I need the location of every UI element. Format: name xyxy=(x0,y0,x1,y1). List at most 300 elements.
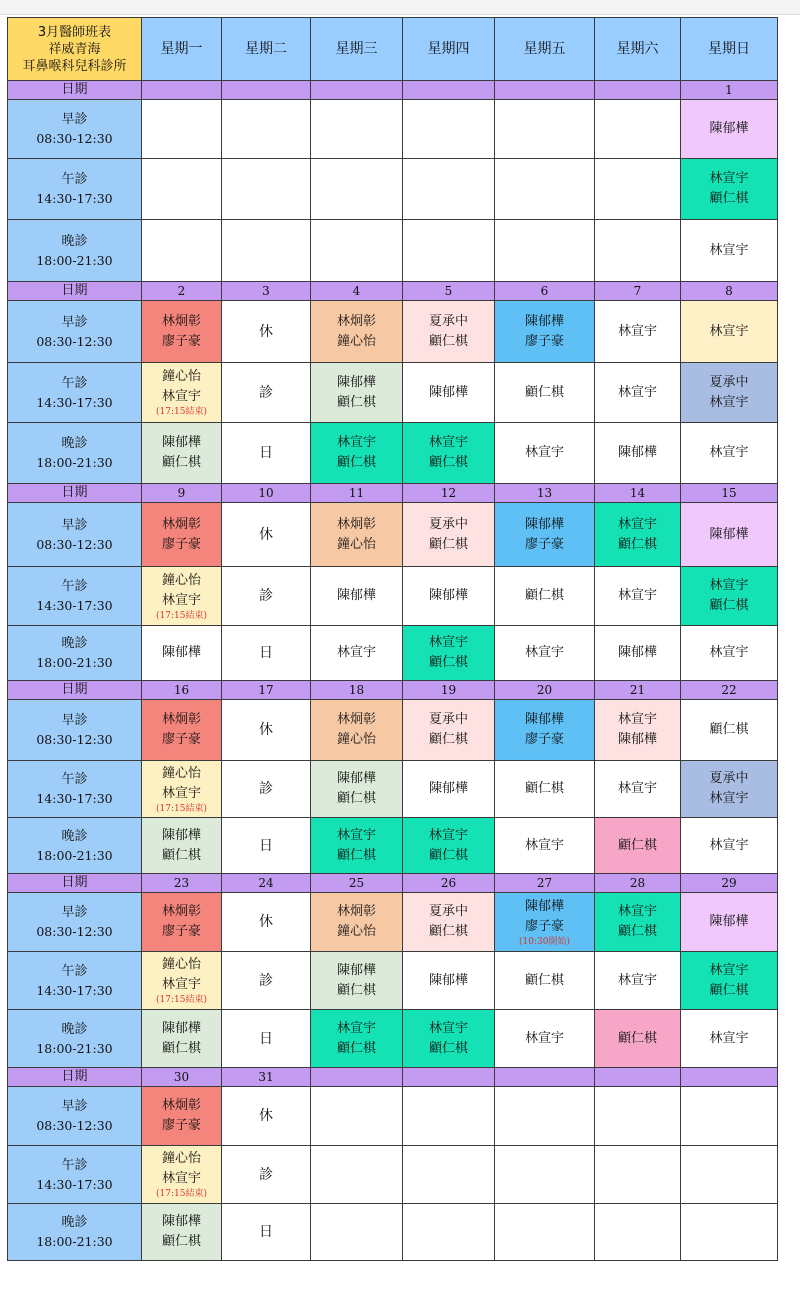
shift-time: 14:30-17:30 xyxy=(36,394,113,410)
schedule-cell xyxy=(311,818,403,874)
closed-cell: 休 xyxy=(222,301,311,363)
doctor-name: 鐘心怡 xyxy=(161,957,201,972)
doctor-name: 顧仁棋 xyxy=(428,924,468,939)
empty-cell xyxy=(142,100,222,159)
doctor-name: 顧仁棋 xyxy=(161,847,201,863)
doctor-name: 顧仁棋 xyxy=(617,536,657,552)
schedule-cell xyxy=(595,893,681,952)
schedule-cell xyxy=(311,626,403,681)
shift-row-pm xyxy=(8,1146,778,1204)
shift-time: 14:30-17:30 xyxy=(36,982,113,998)
shift-name: 晚診 xyxy=(61,636,88,651)
date-row xyxy=(8,681,778,700)
shift-name: 午診 xyxy=(61,579,88,594)
shift-row-am xyxy=(8,301,778,363)
shift-time: 18:00-21:30 xyxy=(36,455,113,470)
doctor-name: 鐘心怡 xyxy=(161,572,201,588)
empty-cell xyxy=(495,1146,595,1204)
doctor-name: 林宣宇 xyxy=(617,323,657,339)
doctor-name: 陳郁樺 xyxy=(161,645,201,660)
doctor-name: 林宣宇 xyxy=(161,1171,201,1186)
shift-label xyxy=(8,363,142,423)
schedule-cell xyxy=(495,626,595,681)
doctor-name: 林宣宇 xyxy=(161,389,201,404)
schedule-cell xyxy=(403,301,495,363)
schedule-cell xyxy=(311,423,403,484)
shift-name: 午診 xyxy=(61,1157,88,1173)
doctor-name: 陳郁樺 xyxy=(709,121,749,136)
schedule-cell xyxy=(403,952,495,1010)
schedule-cell xyxy=(595,626,681,681)
doctor-name: 林宣宇 xyxy=(336,1020,376,1036)
doctor-name: 林宣宇 xyxy=(336,645,376,660)
doctor-name: 林炯彰 xyxy=(336,712,376,727)
date-row xyxy=(8,282,778,301)
doctor-name: 林宣宇 xyxy=(524,1030,564,1046)
schedule-cell xyxy=(495,363,595,423)
shift-time: 08:30-12:30 xyxy=(36,1118,113,1133)
shift-name: 晚診 xyxy=(61,233,88,249)
schedule-cell xyxy=(681,567,778,626)
doctor-name: 林宣宇 xyxy=(617,972,657,988)
doctor-name: 陳郁樺 xyxy=(428,384,468,400)
doctor-name: 顧仁棋 xyxy=(428,455,468,470)
closed-cell: 休 xyxy=(222,700,311,761)
shift-label xyxy=(8,700,142,761)
empty-cell xyxy=(222,220,311,282)
closed-cell: 診 xyxy=(222,761,311,818)
doctor-name: 顧仁棋 xyxy=(524,972,564,988)
shift-note: (17:15結束) xyxy=(156,407,207,417)
day-header: 星期三 xyxy=(311,18,403,81)
shift-name: 早診 xyxy=(61,1099,88,1114)
doctor-name: 林宣宇 xyxy=(709,323,749,339)
shift-row-ev xyxy=(8,818,778,874)
shift-name: 午診 xyxy=(61,963,88,979)
doctor-name: 林宣宇 xyxy=(336,827,376,843)
doctor-name: 林宣宇 xyxy=(709,962,749,978)
doctor-name: 夏承中 xyxy=(428,313,468,329)
shift-note: (17:15結束) xyxy=(156,995,207,1005)
doctor-name: 陳郁樺 xyxy=(428,588,468,603)
doctor-name: 林炯彰 xyxy=(336,516,376,532)
schedule-cell xyxy=(595,423,681,484)
date-cell xyxy=(595,1068,681,1087)
empty-cell xyxy=(222,100,311,159)
schedule-cell xyxy=(595,503,681,567)
doctor-name: 顧仁棋 xyxy=(617,924,657,939)
shift-time: 14:30-17:30 xyxy=(36,1176,113,1192)
schedule-cell xyxy=(595,567,681,626)
date-label: 日期 xyxy=(8,81,142,100)
shift-name: 晚診 xyxy=(61,828,88,844)
empty-cell xyxy=(495,1087,595,1146)
schedule-cell xyxy=(142,1146,222,1204)
shift-label xyxy=(8,567,142,626)
schedule-cell xyxy=(595,700,681,761)
date-row xyxy=(8,484,778,503)
doctor-name: 林宣宇 xyxy=(709,837,749,853)
schedule-cell xyxy=(403,893,495,952)
date-cell: 27 xyxy=(495,874,595,893)
shift-label xyxy=(8,1010,142,1068)
empty-cell xyxy=(142,159,222,220)
empty-cell xyxy=(403,159,495,220)
doctor-name: 廖子豪 xyxy=(161,924,201,939)
date-cell: 11 xyxy=(311,484,403,503)
doctor-name: 林炯彰 xyxy=(161,712,201,727)
doctor-name: 林宣宇 xyxy=(428,827,468,843)
shift-label xyxy=(8,1087,142,1146)
shift-row-ev xyxy=(8,1010,778,1068)
doctor-name: 顧仁棋 xyxy=(428,847,468,863)
empty-cell xyxy=(595,1087,681,1146)
doctor-name: 顧仁棋 xyxy=(709,722,749,737)
doctor-name: 夏承中 xyxy=(709,771,749,786)
shift-time: 08:30-12:30 xyxy=(36,333,113,349)
empty-cell xyxy=(311,159,403,220)
doctor-name: 林炯彰 xyxy=(161,516,201,532)
doctor-name: 顧仁棋 xyxy=(524,384,564,400)
empty-cell xyxy=(311,1146,403,1204)
schedule-cell xyxy=(595,1010,681,1068)
empty-cell xyxy=(495,159,595,220)
doctor-name: 廖子豪 xyxy=(161,732,201,747)
empty-cell xyxy=(681,1087,778,1146)
schedule-cell xyxy=(681,301,778,363)
date-cell: 30 xyxy=(142,1068,222,1087)
closed-cell: 休 xyxy=(222,893,311,952)
doctor-name: 陳郁樺 xyxy=(709,914,749,929)
doctor-name: 廖子豪 xyxy=(161,1118,201,1133)
date-cell: 26 xyxy=(403,874,495,893)
shift-label xyxy=(8,301,142,363)
doctor-name: 顧仁棋 xyxy=(161,455,201,470)
date-cell: 4 xyxy=(311,282,403,301)
shift-time: 08:30-12:30 xyxy=(36,131,113,146)
doctor-name: 顧仁棋 xyxy=(524,588,564,603)
doctor-name: 廖子豪 xyxy=(524,536,564,552)
schedule-cell xyxy=(595,952,681,1010)
date-cell: 2 xyxy=(142,282,222,301)
doctor-name: 林炯彰 xyxy=(336,904,376,919)
date-cell: 1 xyxy=(681,81,778,100)
empty-cell xyxy=(403,1146,495,1204)
doctor-name: 林炯彰 xyxy=(161,1098,201,1113)
date-label: 日期 xyxy=(8,1068,142,1087)
shift-name: 早診 xyxy=(61,517,88,533)
title-line: 3月醫師班表 xyxy=(37,24,112,40)
date-cell: 25 xyxy=(311,874,403,893)
day-header: 星期六 xyxy=(595,18,681,81)
day-header: 星期二 xyxy=(222,18,311,81)
date-cell xyxy=(403,1068,495,1087)
empty-cell xyxy=(595,159,681,220)
shift-name: 晚診 xyxy=(61,436,88,451)
doctor-name: 林宣宇 xyxy=(617,384,657,400)
date-cell: 18 xyxy=(311,681,403,700)
doctor-name: 林宣宇 xyxy=(709,578,749,593)
shift-note: (10:30開始) xyxy=(519,936,570,947)
schedule-cell xyxy=(595,818,681,874)
doctor-name: 林宣宇 xyxy=(709,1030,749,1046)
date-cell: 6 xyxy=(495,282,595,301)
doctor-name: 林宣宇 xyxy=(524,837,564,853)
schedule-cell xyxy=(681,761,778,818)
schedule-cell xyxy=(681,1010,778,1068)
shift-row-ev xyxy=(8,1204,778,1261)
schedule-cell xyxy=(142,301,222,363)
shift-name: 晚診 xyxy=(61,1021,88,1037)
date-row xyxy=(8,874,778,893)
shift-label xyxy=(8,100,142,159)
doctor-name: 夏承中 xyxy=(709,374,749,390)
doctor-name: 夏承中 xyxy=(428,516,468,532)
empty-cell xyxy=(311,1087,403,1146)
doctor-name: 林宣宇 xyxy=(161,592,201,608)
doctor-name: 顧仁棋 xyxy=(428,655,468,670)
empty-cell xyxy=(595,220,681,282)
doctor-name: 顧仁棋 xyxy=(617,1030,657,1046)
doctor-name: 顧仁棋 xyxy=(336,982,376,998)
empty-cell xyxy=(495,100,595,159)
date-cell: 17 xyxy=(222,681,311,700)
doctor-name: 顧仁棋 xyxy=(428,1040,468,1056)
shift-note: (17:15結束) xyxy=(156,1189,207,1199)
day-header: 星期日 xyxy=(681,18,778,81)
doctor-name: 林宣宇 xyxy=(709,791,749,806)
schedule-cell xyxy=(142,893,222,952)
shift-label xyxy=(8,761,142,818)
doctor-name: 林炯彰 xyxy=(336,313,376,329)
closed-cell: 日 xyxy=(222,626,311,681)
date-cell xyxy=(595,81,681,100)
title-line: 耳鼻喉科兒科診所 xyxy=(22,58,127,74)
day-header: 星期四 xyxy=(403,18,495,81)
schedule-cell xyxy=(311,893,403,952)
doctor-name: 廖子豪 xyxy=(161,536,201,552)
shift-row-am xyxy=(8,1087,778,1146)
title-line: 祥威青海 xyxy=(48,41,101,57)
doctor-name: 鐘心怡 xyxy=(161,765,201,781)
doctor-name: 顧仁棋 xyxy=(336,455,376,470)
doctor-name: 顧仁棋 xyxy=(336,1040,376,1056)
schedule-cell xyxy=(403,503,495,567)
doctor-name: 陳郁樺 xyxy=(428,972,468,988)
doctor-name: 陳郁樺 xyxy=(161,827,201,843)
schedule-cell xyxy=(311,952,403,1010)
date-label: 日期 xyxy=(8,282,142,301)
shift-time: 14:30-17:30 xyxy=(36,791,113,806)
schedule-table xyxy=(7,17,778,1261)
empty-cell xyxy=(495,1204,595,1261)
shift-name: 午診 xyxy=(61,772,88,787)
doctor-name: 陳郁樺 xyxy=(336,771,376,786)
doctor-name: 陳郁樺 xyxy=(524,898,564,914)
schedule-cell xyxy=(311,1010,403,1068)
date-row xyxy=(8,1068,778,1087)
doctor-name: 顧仁棋 xyxy=(161,1234,201,1249)
doctor-name: 林宣宇 xyxy=(161,977,201,992)
doctor-name: 陳郁樺 xyxy=(336,962,376,978)
date-cell: 23 xyxy=(142,874,222,893)
date-cell xyxy=(311,81,403,100)
shift-time: 18:00-21:30 xyxy=(36,655,113,670)
doctor-name: 鐘心怡 xyxy=(161,369,201,384)
empty-cell xyxy=(403,100,495,159)
schedule-cell xyxy=(311,700,403,761)
doctor-name: 顧仁棋 xyxy=(709,191,749,206)
schedule-cell xyxy=(142,761,222,818)
shift-label xyxy=(8,159,142,220)
date-cell xyxy=(403,81,495,100)
empty-cell xyxy=(311,100,403,159)
shift-row-am xyxy=(8,503,778,567)
shift-label xyxy=(8,503,142,567)
day-header: 星期五 xyxy=(495,18,595,81)
doctor-name: 顧仁棋 xyxy=(709,598,749,613)
schedule-cell xyxy=(495,818,595,874)
doctor-name: 林宣宇 xyxy=(617,516,657,532)
shift-name: 早診 xyxy=(61,112,88,127)
doctor-name: 陳郁樺 xyxy=(161,435,201,450)
date-cell xyxy=(222,81,311,100)
date-cell: 21 xyxy=(595,681,681,700)
doctor-name: 陳郁樺 xyxy=(524,313,564,329)
date-label: 日期 xyxy=(8,874,142,893)
empty-cell xyxy=(595,100,681,159)
date-row xyxy=(8,81,778,100)
doctor-name: 顧仁棋 xyxy=(336,791,376,806)
schedule-cell xyxy=(681,100,778,159)
doctor-name: 鐘心怡 xyxy=(336,732,376,747)
doctor-name: 陳郁樺 xyxy=(617,645,657,660)
doctor-name: 陳郁樺 xyxy=(336,588,376,603)
shift-row-pm xyxy=(8,952,778,1010)
schedule-cell xyxy=(142,1087,222,1146)
doctor-name: 陳郁樺 xyxy=(161,1214,201,1229)
schedule-body xyxy=(8,81,778,1261)
date-cell: 12 xyxy=(403,484,495,503)
doctor-name: 鐘心怡 xyxy=(336,333,376,349)
closed-cell: 休 xyxy=(222,503,311,567)
doctor-name: 顧仁棋 xyxy=(428,536,468,552)
schedule-cell xyxy=(403,567,495,626)
shift-row-pm xyxy=(8,567,778,626)
date-cell xyxy=(495,1068,595,1087)
schedule-cell xyxy=(403,700,495,761)
schedule-cell xyxy=(495,423,595,484)
schedule-cell xyxy=(495,700,595,761)
doctor-name: 林宣宇 xyxy=(709,242,749,258)
shift-time: 08:30-12:30 xyxy=(36,536,113,552)
empty-cell xyxy=(222,159,311,220)
date-cell: 20 xyxy=(495,681,595,700)
schedule-cell xyxy=(681,818,778,874)
schedule-cell xyxy=(311,761,403,818)
date-cell: 9 xyxy=(142,484,222,503)
doctor-name: 鐘心怡 xyxy=(336,924,376,939)
day-header: 星期一 xyxy=(142,18,222,81)
doctor-name: 林宣宇 xyxy=(709,171,749,186)
doctor-name: 林宣宇 xyxy=(428,435,468,450)
date-cell: 5 xyxy=(403,282,495,301)
schedule-cell xyxy=(595,363,681,423)
doctor-name: 顧仁棋 xyxy=(336,847,376,863)
doctor-name: 夏承中 xyxy=(428,712,468,727)
date-cell: 10 xyxy=(222,484,311,503)
date-cell: 31 xyxy=(222,1068,311,1087)
schedule-cell xyxy=(495,1010,595,1068)
schedule-cell xyxy=(403,1010,495,1068)
date-cell: 19 xyxy=(403,681,495,700)
doctor-name: 陳郁樺 xyxy=(524,712,564,727)
shift-name: 早診 xyxy=(61,905,88,920)
schedule-cell xyxy=(681,626,778,681)
shift-name: 晚診 xyxy=(61,1215,88,1230)
doctor-name: 顧仁棋 xyxy=(161,1040,201,1056)
empty-cell xyxy=(403,220,495,282)
closed-cell: 日 xyxy=(222,1204,311,1261)
schedule-cell xyxy=(681,503,778,567)
schedule-cell xyxy=(495,301,595,363)
schedule-cell xyxy=(403,761,495,818)
date-cell: 24 xyxy=(222,874,311,893)
schedule-cell xyxy=(142,1204,222,1261)
doctor-name: 鐘心怡 xyxy=(161,1151,201,1166)
doctor-name: 鐘心怡 xyxy=(336,536,376,552)
schedule-cell xyxy=(495,761,595,818)
schedule-cell xyxy=(681,700,778,761)
shift-row-am xyxy=(8,893,778,952)
doctor-name: 林宣宇 xyxy=(617,712,657,727)
shift-name: 早診 xyxy=(61,314,88,330)
schedule-cell xyxy=(311,363,403,423)
schedule-cell xyxy=(495,952,595,1010)
doctor-name: 顧仁棋 xyxy=(336,394,376,410)
shift-note: (17:15結束) xyxy=(156,803,207,814)
schedule-cell xyxy=(403,818,495,874)
schedule-cell xyxy=(142,700,222,761)
schedule-cell xyxy=(495,893,595,952)
schedule-cell xyxy=(142,423,222,484)
shift-time: 18:00-21:30 xyxy=(36,252,113,268)
doctor-name: 林炯彰 xyxy=(161,313,201,329)
schedule-cell xyxy=(681,363,778,423)
empty-cell xyxy=(681,1146,778,1204)
shift-time: 18:00-21:30 xyxy=(36,847,113,863)
date-cell: 16 xyxy=(142,681,222,700)
doctor-name: 林炯彰 xyxy=(161,904,201,919)
schedule-cell xyxy=(311,503,403,567)
closed-cell: 日 xyxy=(222,423,311,484)
doctor-name: 顧仁棋 xyxy=(524,781,564,796)
doctor-name: 顧仁棋 xyxy=(428,732,468,747)
closed-cell: 診 xyxy=(222,952,311,1010)
shift-label xyxy=(8,893,142,952)
doctor-name: 林宣宇 xyxy=(428,635,468,650)
date-cell xyxy=(495,81,595,100)
date-cell: 8 xyxy=(681,282,778,301)
doctor-name: 林宣宇 xyxy=(428,1020,468,1036)
doctor-name: 林宣宇 xyxy=(617,904,657,919)
shift-row-ev xyxy=(8,423,778,484)
schedule-cell xyxy=(403,423,495,484)
schedule-cell xyxy=(495,503,595,567)
empty-cell xyxy=(595,1204,681,1261)
closed-cell: 診 xyxy=(222,567,311,626)
doctor-name: 陳郁樺 xyxy=(617,445,657,460)
